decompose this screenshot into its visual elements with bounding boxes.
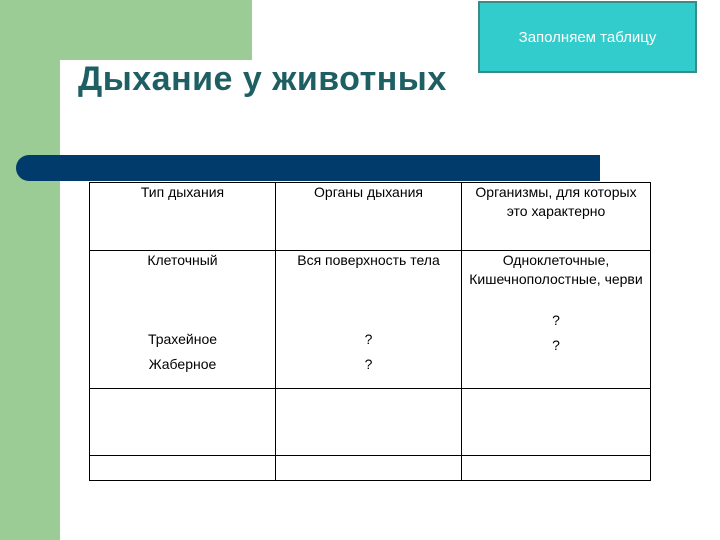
fill-table-button[interactable]: Заполняем таблицу — [478, 1, 697, 73]
empty-cell — [90, 456, 276, 481]
row-organs-tracheal: ? — [364, 331, 373, 347]
cell-spacer — [94, 270, 271, 289]
empty-cell — [462, 456, 651, 481]
top-decor-band — [60, 0, 252, 60]
type-cell — [90, 251, 276, 389]
table-row-empty — [90, 456, 651, 481]
header-cell-organisms: Организмы, для которых это характерно — [462, 183, 651, 251]
table-header-row — [90, 183, 651, 251]
row-type-gill: Жаберное — [148, 356, 217, 372]
empty-cell — [276, 456, 462, 481]
cell-spacer — [94, 308, 271, 327]
row-type-cellular: Клеточный — [147, 252, 218, 268]
cell-spacer — [280, 289, 457, 308]
row-organisms-tracheal: ? — [552, 312, 560, 328]
cell-spacer — [280, 270, 457, 289]
cell-spacer — [94, 289, 271, 308]
organisms-cell — [462, 251, 651, 389]
row-organisms-gill: ? — [552, 337, 560, 353]
row-organs-cellular: Вся поверхность тела — [297, 252, 440, 268]
left-decor-band — [0, 0, 60, 540]
empty-cell — [462, 389, 651, 456]
row-organisms-cellular: Одноклеточные, Кишечнополостные, черви — [469, 252, 643, 287]
header-cell-type: Тип дыхания — [90, 183, 276, 251]
cell-spacer — [280, 308, 457, 327]
header-cell-organs: Органы дыхания — [276, 183, 462, 251]
slide-title: Дыхание у животных — [78, 60, 447, 98]
empty-cell — [276, 389, 462, 456]
row-type-tracheal: Трахейное — [147, 331, 218, 347]
empty-cell — [90, 389, 276, 456]
divider-bar — [16, 155, 600, 181]
table-row-empty — [90, 389, 651, 456]
organs-cell — [276, 251, 462, 389]
row-organs-gill: ? — [364, 356, 373, 372]
table-row — [90, 251, 651, 389]
respiration-table — [89, 182, 651, 481]
